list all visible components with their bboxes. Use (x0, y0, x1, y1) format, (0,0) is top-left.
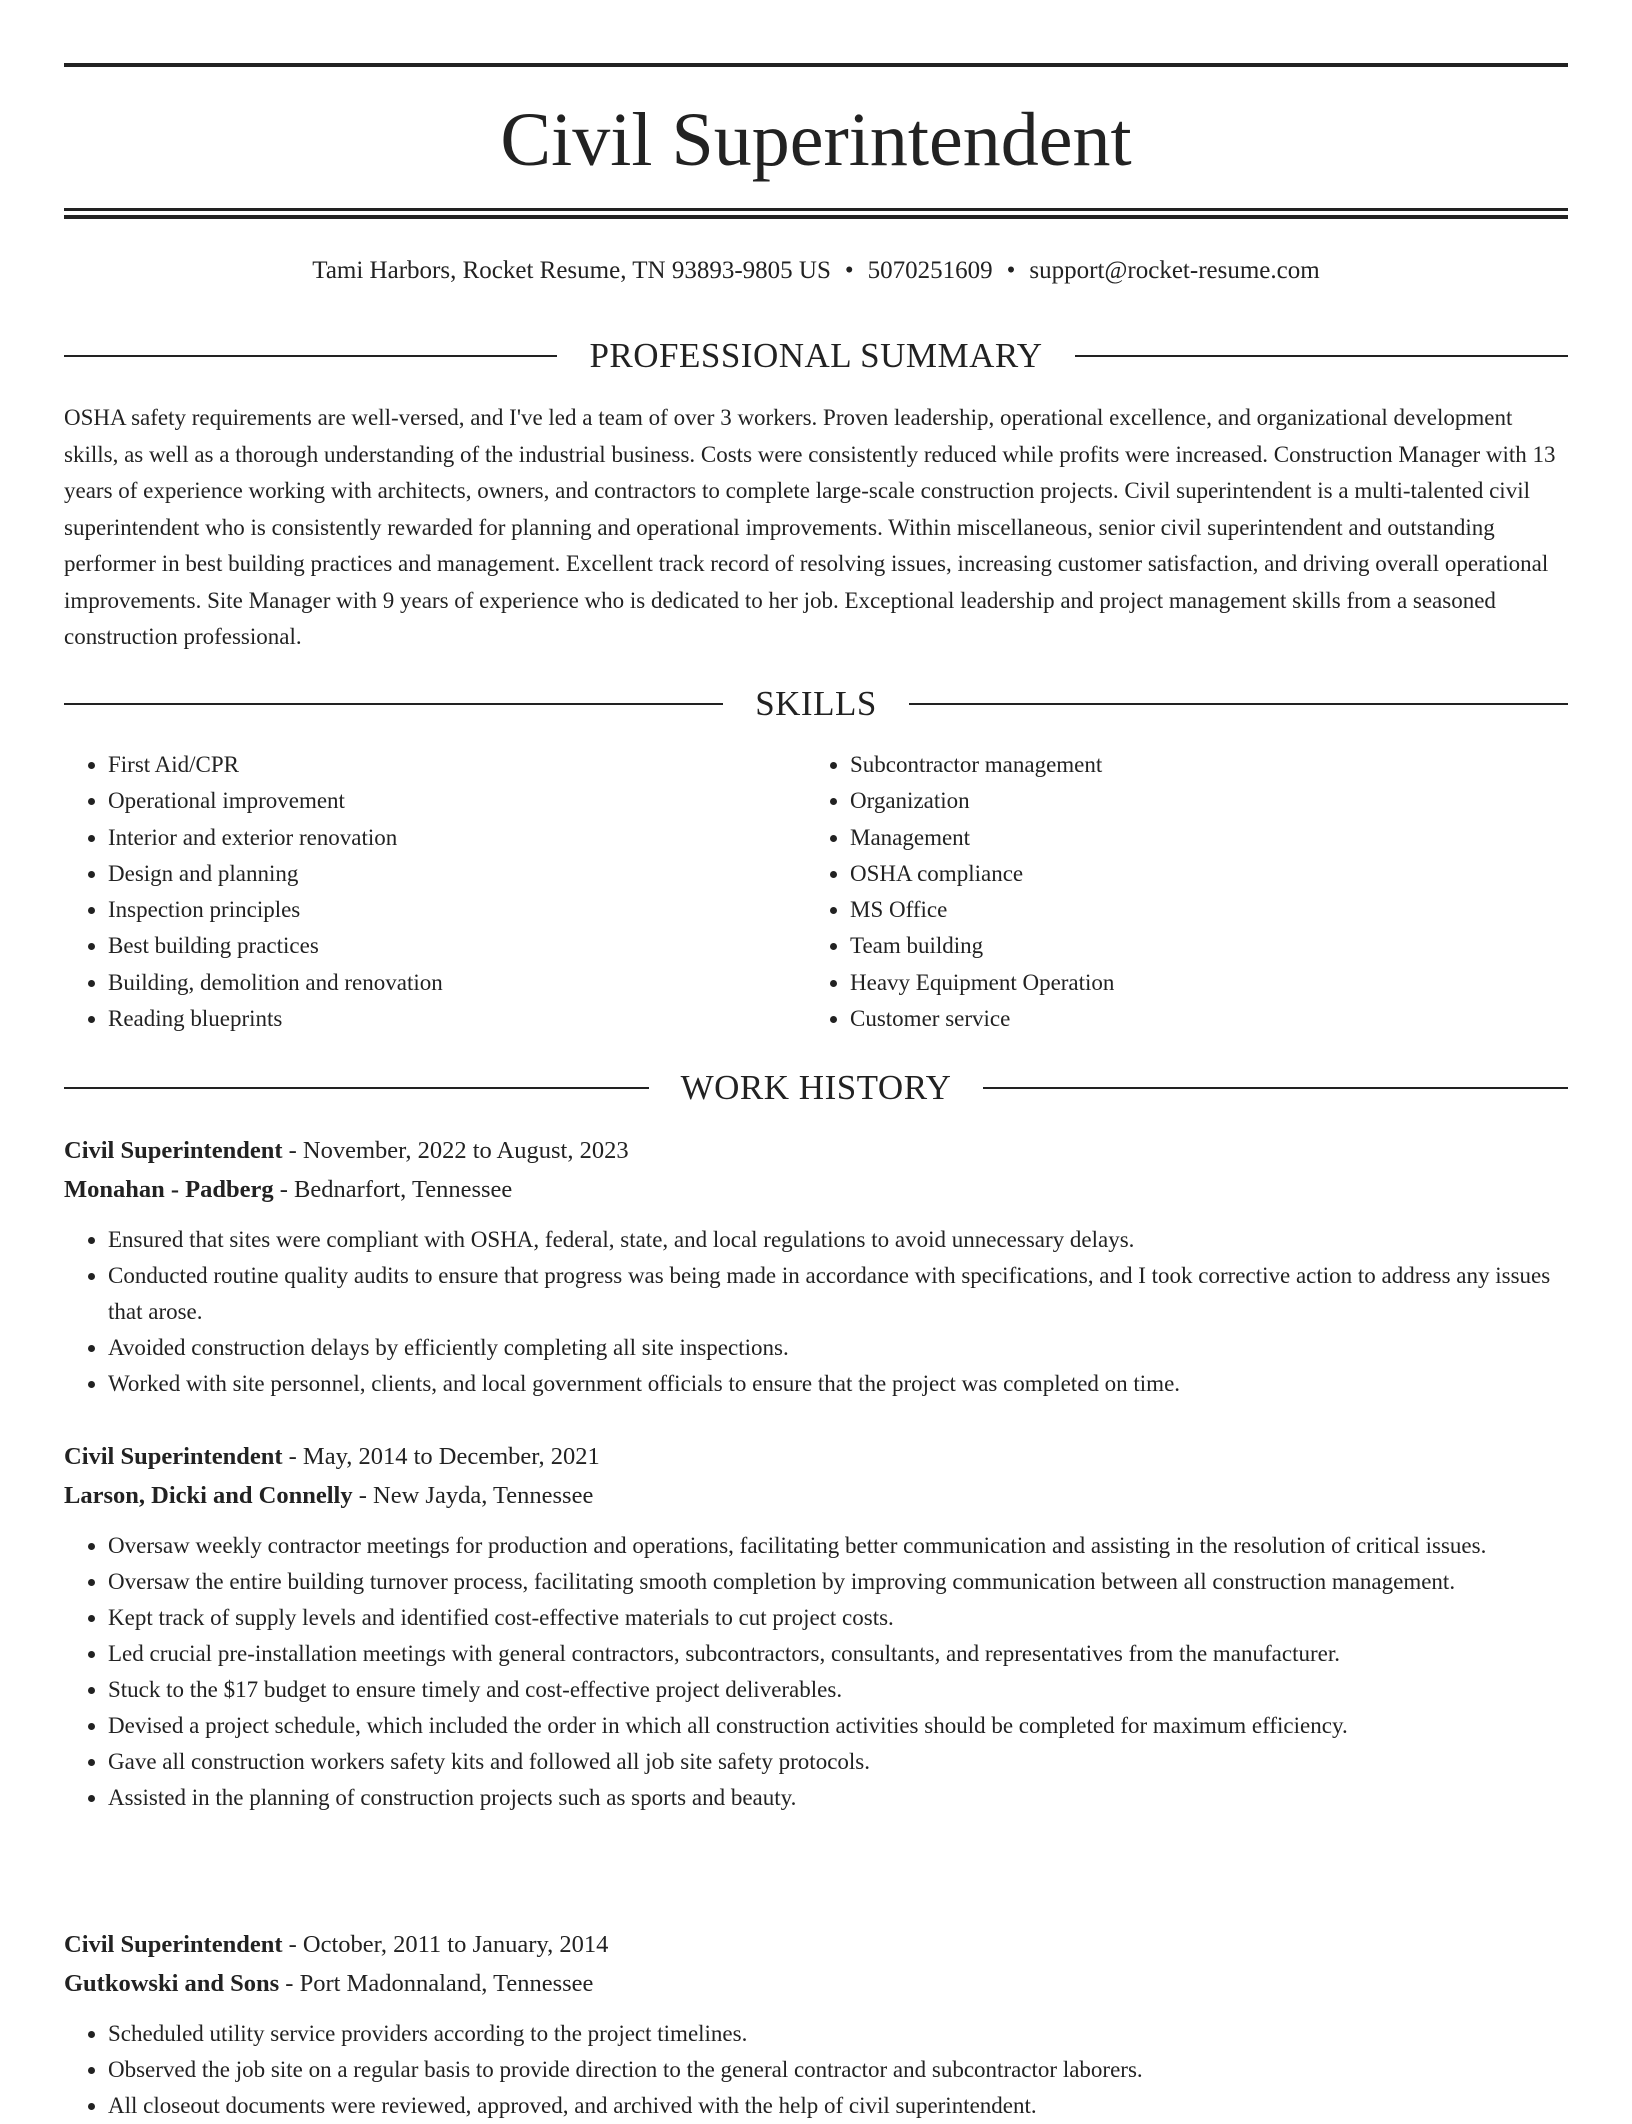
job-role: Civil Superintendent (64, 1443, 283, 1470)
skill-item: • MS Office (850, 892, 1548, 928)
contact-separator: • (844, 257, 854, 284)
duty-item: • Observed the job site on a regular basis to provide direction to the general contractor and subcontractor laborers. (108, 2052, 1568, 2088)
skill-item: • Best building practices (108, 928, 806, 964)
job-dates: - May, 2014 to December, 2021 (282, 1443, 600, 1470)
duty-item: • Devised a project schedule, which included the order in which all construction activities should be completed for maximum efficiency. (108, 1708, 1568, 1744)
skills-column-right (806, 747, 1548, 1037)
duty-item: • Conducted routine quality audits to ensure that progress was being made in accordance with specifications, and I took corrective action to address any issues that arose. (108, 1258, 1568, 1330)
job-company-line (64, 1476, 1568, 1515)
job-location: - New Jayda, Tennessee (352, 1482, 594, 1509)
contact-line (64, 254, 1568, 288)
job-entry (64, 1925, 1568, 2124)
heading-rule (909, 703, 1568, 705)
job-title-line (64, 1131, 1568, 1170)
skill-item: • Customer service (850, 1001, 1548, 1037)
job-role: Civil Superintendent (64, 1931, 283, 1958)
section-title: PROFESSIONAL SUMMARY (589, 336, 1043, 375)
skill-item: • First Aid/CPR (108, 747, 806, 783)
job-company-line (64, 1170, 1568, 1209)
section-heading-summary (64, 334, 1568, 378)
skill-item: • Organization (850, 783, 1548, 819)
job-title-line (64, 1437, 1568, 1476)
skill-item: • Team building (850, 928, 1548, 964)
heading-rule (64, 1087, 649, 1089)
resume-title: Civil Superintendent (500, 98, 1132, 182)
job-company: Monahan - Padberg (64, 1176, 274, 1203)
duty-item: • All closeout documents were reviewed, approved, and archived with the help of civil superintendent. (108, 2088, 1568, 2124)
skill-item: • Management (850, 820, 1548, 856)
duty-item: • Stuck to the $17 budget to ensure timely and cost-effective project deliverables. (108, 1672, 1568, 1708)
job-company: Gutkowski and Sons (64, 1970, 280, 1997)
duty-item: • Assisted in the planning of construction projects such as sports and beauty. (108, 1780, 1568, 1816)
job-entry (64, 1131, 1568, 1402)
skills-column-left (64, 747, 806, 1037)
skill-item: • Inspection principles (108, 892, 806, 928)
skill-item: • Design and planning (108, 856, 806, 892)
duty-item: • Led crucial pre-installation meetings with general contractors, subcontractors, consultants, and representatives from the manufacturer. (108, 1636, 1568, 1672)
job-duties (64, 1222, 1568, 1402)
skills-list (64, 747, 1568, 1037)
job-location: - Bednarfort, Tennessee (273, 1176, 513, 1203)
duty-item: • Worked with site personnel, clients, and local government officials to ensure that the project was completed on time. (108, 1366, 1568, 1402)
section-heading-skills (64, 682, 1568, 726)
skill-item: • Interior and exterior renovation (108, 820, 806, 856)
section-heading-work-history (64, 1066, 1568, 1110)
section-title: WORK HISTORY (680, 1068, 952, 1107)
contact-separator: • (1006, 257, 1016, 284)
heading-rule (64, 703, 723, 705)
job-dates: - October, 2011 to January, 2014 (282, 1931, 609, 1958)
skill-item: • Heavy Equipment Operation (850, 965, 1548, 1001)
duty-item: • Ensured that sites were compliant with OSHA, federal, state, and local regulations to avoid unnecessary delays. (108, 1222, 1568, 1258)
contact-phone: 5070251609 (867, 257, 993, 284)
contact-address: Tami Harbors, Rocket Resume, TN 93893-9805 US (312, 257, 831, 284)
job-duties (64, 2016, 1568, 2124)
skill-item: • Building, demolition and renovation (108, 965, 806, 1001)
top-rule (64, 63, 1568, 67)
contact-email: support@rocket-resume.com (1029, 257, 1320, 284)
heading-rule (64, 355, 557, 357)
heading-rule (1075, 355, 1568, 357)
title-rule-upper (64, 208, 1568, 211)
section-title: SKILLS (755, 684, 877, 723)
duty-item: • Gave all construction workers safety kits and followed all job site safety protocols. (108, 1744, 1568, 1780)
job-duties (64, 1528, 1568, 1816)
title-rule-lower (64, 215, 1568, 219)
summary-text: OSHA safety requirements are well-versed, and I've led a team of over 3 workers. Proven leadership, operational excellence, and organizational development skills, as well as a thorough understanding of the industrial business. Costs were consistently reduced while profits were increased. Construction Manager with 13 years of experience working with architects, owners, and contractors to complete large-scale construction projects. Civil superintendent is a multi-talented civil superintendent who is consistently rewarded for planning and operational improvements. Within miscellaneous, senior civil superintendent and outstanding performer in best building practices and management. Excellent track record of resolving issues, increasing customer satisfaction, and driving overall operational improvements. Site Manager with 9 years of experience who is dedicated to her job. Exceptional leadership and project management skills from a seasoned construction professional. (64, 405, 1556, 649)
skill-item: • OSHA compliance (850, 856, 1548, 892)
skill-item: • Reading blueprints (108, 1001, 806, 1037)
skill-item: • Subcontractor management (850, 747, 1548, 783)
job-company-line (64, 1964, 1568, 2003)
job-company: Larson, Dicki and Connelly (64, 1482, 353, 1509)
duty-item: • Scheduled utility service providers according to the project timelines. (108, 2016, 1568, 2052)
skill-item: • Operational improvement (108, 783, 806, 819)
job-dates: - November, 2022 to August, 2023 (282, 1137, 629, 1164)
heading-rule (983, 1087, 1568, 1089)
duty-item: • Kept track of supply levels and identified cost-effective materials to cut project costs. (108, 1600, 1568, 1636)
duty-item: • Avoided construction delays by efficiently completing all site inspections. (108, 1330, 1568, 1366)
duty-item: • Oversaw weekly contractor meetings for production and operations, facilitating better communication and assisting in the resolution of critical issues. (108, 1528, 1568, 1564)
job-role: Civil Superintendent (64, 1137, 283, 1164)
job-location: - Port Madonnaland, Tennessee (279, 1970, 594, 1997)
job-title-line (64, 1925, 1568, 1964)
duty-item: • Oversaw the entire building turnover process, facilitating smooth completion by improving communication between all construction management. (108, 1564, 1568, 1600)
job-entry (64, 1437, 1568, 1816)
